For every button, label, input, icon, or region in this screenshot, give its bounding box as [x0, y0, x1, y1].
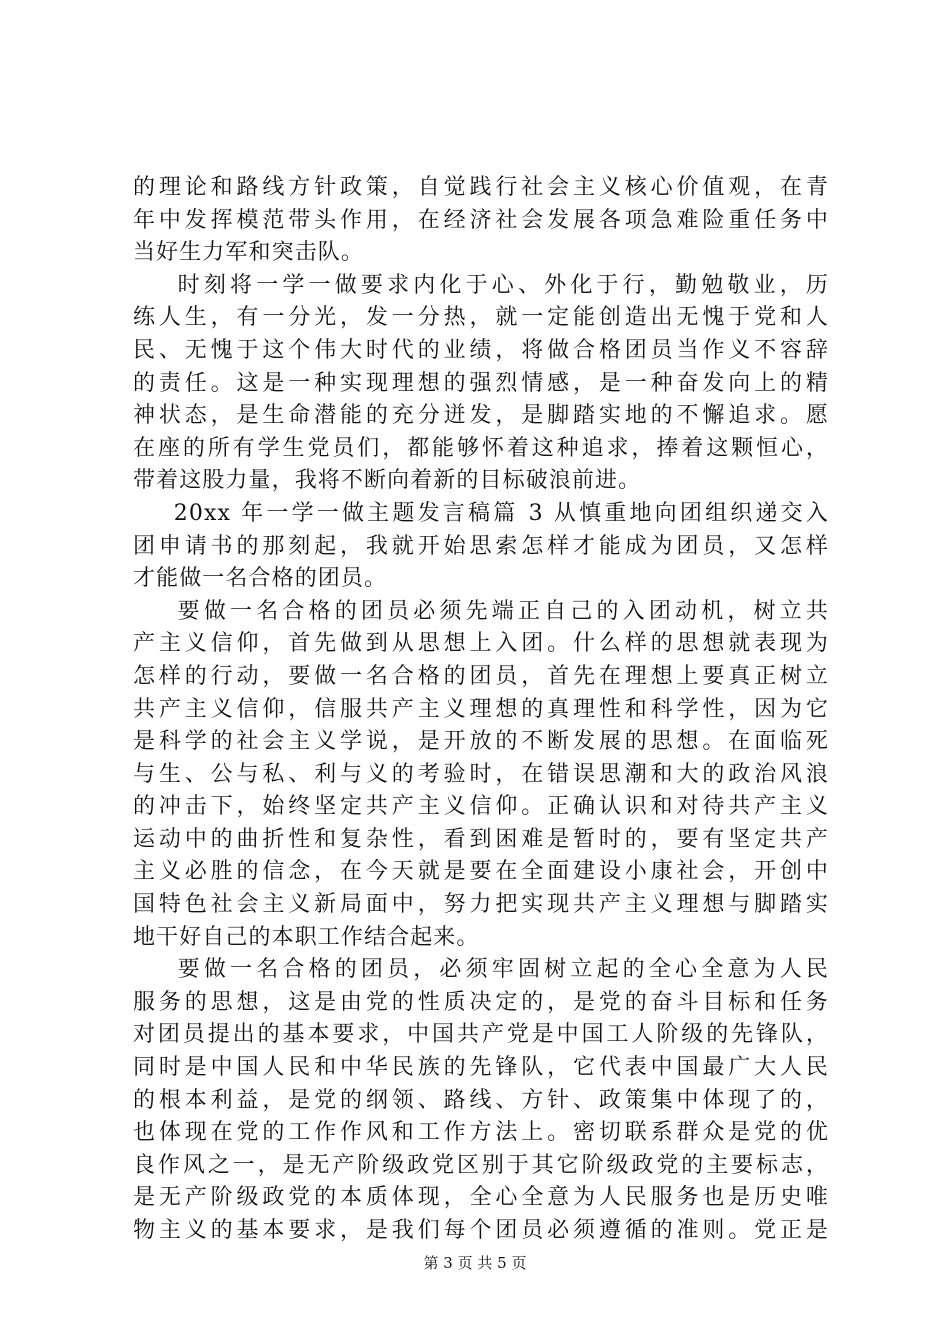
text-line: 要做一名合格的团员，必须牢固树立起的全心全意为人民 [133, 957, 829, 983]
text-line: 共产主义信仰，信服共产主义理想的真理性和科学性，因为它 [133, 696, 829, 722]
text-line: 年中发挥模范带头作用，在经济社会发展各项急难险重任务中 [133, 207, 829, 233]
text-line: 民、无愧于这个伟大时代的业绩，将做合格团员当作义不容辞 [133, 337, 829, 363]
text-line: 神状态，是生命潜能的充分迸发，是脚踏实地的不懈追求。愿 [133, 403, 829, 429]
text-line: 20xx 年一学一做主题发言稿篇 3 从慎重地向团组织递交入 [133, 500, 829, 526]
text-line: 团申请书的那刻起，我就开始思索怎样才能成为团员，又怎样 [133, 533, 829, 559]
text-line: 物主义的基本要求，是我们每个团员必须遵循的准则。党正是 [133, 1218, 829, 1243]
text-line: 服务的思想，这是由党的性质决定的，是党的奋斗目标和任务 [133, 989, 829, 1015]
text-line: 是科学的社会主义学说，是开放的不断发展的思想。在面临死 [133, 729, 829, 755]
text-line: 在座的所有学生党员们，都能够怀着这种追求，捧着这颗恒心， [133, 435, 829, 461]
text-line: 怎样的行动，要做一名合格的团员，首先在理想上要真正树立 [133, 663, 829, 689]
text-line: 才能做一名合格的团员。 [133, 566, 388, 592]
text-line: 也体现在党的工作作风和工作方法上。密切联系群众是党的优 [133, 1120, 829, 1146]
text-line: 主义必胜的信念，在今天就是要在全面建设小康社会，开创中 [133, 859, 829, 885]
page-footer: 第 3 页 共 5 页 [423, 1254, 527, 1272]
text-line: 的理论和路线方针政策，自觉践行社会主义核心价值观，在青 [133, 175, 829, 200]
text-line: 与生、公与私、利与义的考验时，在错误思潮和大的政治风浪 [133, 761, 829, 787]
text-line: 产主义信仰，首先做到从思想上入团。什么样的思想就表现为 [133, 631, 829, 657]
text-line: 是无产阶级政党的本质体现，全心全意为人民服务也是历史唯 [133, 1185, 829, 1211]
text-line: 练人生，有一分光，发一分热，就一定能创造出无愧于党和人 [133, 305, 829, 331]
text-line: 地干好自己的本职工作结合起来。 [133, 924, 480, 950]
text-line: 的责任。这是一种实现理想的强烈情感，是一种奋发向上的精 [133, 370, 829, 396]
text-line: 要做一名合格的团员必须先端正自己的入团动机，树立共 [133, 598, 829, 624]
text-line: 的冲击下，始终坚定共产主义信仰。正确认识和对待共产主义 [133, 794, 829, 820]
text-line: 带着这股力量，我将不断向着新的目标破浪前进。 [133, 468, 642, 494]
text-line: 运动中的曲折性和复杂性，看到困难是暂时的，要有坚定共产 [133, 826, 829, 852]
text-line: 对团员提出的基本要求，中国共产党是中国工人阶级的先锋队， [133, 1022, 829, 1048]
text-line: 良作风之一，是无产阶级政党区别于其它阶级政党的主要标志， [133, 1152, 829, 1178]
text-line: 的根本利益，是党的纲领、路线、方针、政策集中体现了的， [133, 1087, 829, 1113]
text-line: 当好生力军和突击队。 [133, 240, 365, 266]
text-line: 时刻将一学一做要求内化于心、外化于行，勤勉敬业，历 [133, 272, 829, 298]
text-line: 同时是中国人民和中华民族的先锋队，它代表中国最广大人民 [133, 1055, 829, 1081]
body-text [133, 172, 829, 1248]
text-line: 国特色社会主义新局面中，努力把实现共产主义理想与脚踏实 [133, 892, 829, 918]
